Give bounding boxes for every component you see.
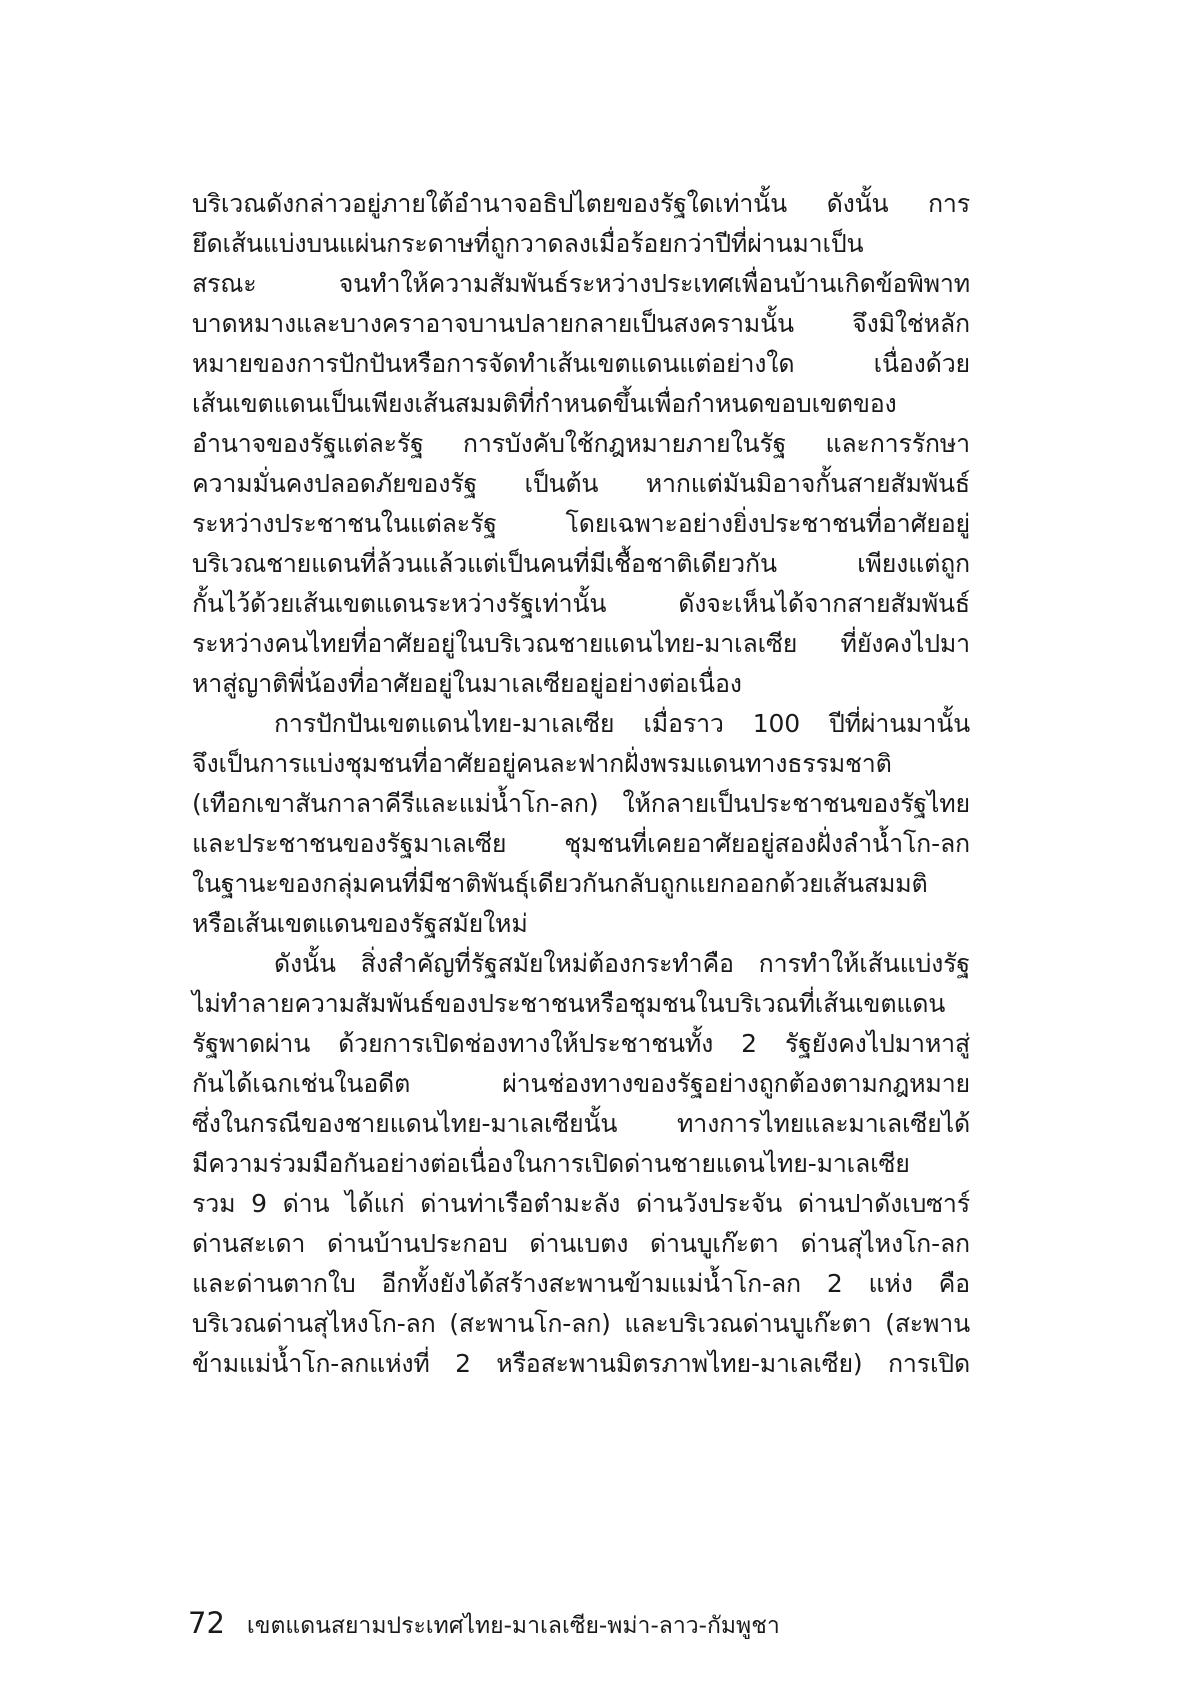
text-line: จึงเป็นการแบ่งชุมชนที่อาศัยอยู่คนละฟากฝั่งพรมแดนทางธรรมชาติ	[192, 749, 892, 778]
text-line: สรณะ จนทำให้ความสัมพันธ์ระหว่างประเทศเพื่อนบ้านเกิดข้อพิพาท	[192, 269, 970, 298]
text-line: กั้นไว้ด้วยเส้นเขตแดนระหว่างรัฐเท่านั้น ดังจะเห็นได้จากสายสัมพันธ์	[192, 589, 970, 618]
text-line: กันได้เฉกเช่นในอดีต ผ่านช่องทางของรัฐอย่างถูกต้องตามกฎหมาย	[192, 1069, 970, 1098]
text-line: ความมั่นคงปลอดภัยของรัฐ เป็นต้น หากแต่มันมิอาจกั้นสายสัมพันธ์	[192, 469, 970, 498]
text-line: รวม 9 ด่าน ได้แก่ ด่านท่าเรือตำมะลัง ด่านวังประจัน ด่านปาดังเบซาร์	[192, 1189, 970, 1218]
paragraph-start-line: ดังนั้น สิ่งสำคัญที่รัฐสมัยใหม่ต้องกระทำคือ การทำให้เส้นแบ่งรัฐ	[274, 949, 970, 978]
paragraph-start-line: การปักปันเขตแดนไทย-มาเลเซีย เมื่อราว 100 ปีที่ผ่านมานั้น	[274, 709, 970, 738]
text-line: ยึดเส้นแบ่งบนแผ่นกระดาษที่ถูกวาดลงเมื่อร้อยกว่าปีที่ผ่านมาเป็น	[192, 229, 864, 258]
text-line: (เทือกเขาสันกาลาคีรีและแม่น้ำโก-ลก) ให้กลายเป็นประชาชนของรัฐไทย	[192, 789, 970, 818]
body-text	[192, 184, 970, 1384]
text-line: และด่านตากใบ อีกทั้งยังได้สร้างสะพานข้ามแม่น้ำโก-ลก 2 แห่ง คือ	[192, 1269, 970, 1298]
text-line: ซึ่งในกรณีของชายแดนไทย-มาเลเซียนั้น ทางการไทยและมาเลเซียได้	[192, 1109, 970, 1138]
page-number: 72	[188, 1606, 225, 1640]
text-line: และประชาชนของรัฐมาเลเซีย ชุมชนที่เคยอาศัยอยู่สองฝั่งลำน้ำโก-ลก	[192, 829, 970, 858]
running-title: เขตแดนสยามประเทศไทย-มาเลเซีย-พม่า-ลาว-กัมพูชา	[246, 1613, 780, 1639]
text-line: อำนาจของรัฐแต่ละรัฐ การบังคับใช้กฎหมายภายในรัฐ และการรักษา	[192, 429, 970, 458]
text-line: ด่านสะเดา ด่านบ้านประกอบ ด่านเบตง ด่านบูเก๊ะตา ด่านสุไหงโก-ลก	[192, 1229, 970, 1258]
text-line: ข้ามแม่น้ำโก-ลกแห่งที่ 2 หรือสะพานมิตรภาพไทย-มาเลเซีย) การเปิด	[192, 1349, 970, 1378]
paragraph-end-line: หาสู่ญาติพี่น้องที่อาศัยอยู่ในมาเลเซียอยู่อย่างต่อเนื่อง	[192, 669, 742, 698]
text-line: หมายของการปักปันหรือการจัดทำเส้นเขตแดนแต่อย่างใด เนื่องด้วย	[192, 349, 970, 378]
text-line: บริเวณด่านสุไหงโก-ลก (สะพานโก-ลก) และบริเวณด่านบูเก๊ะตา (สะพาน	[192, 1309, 970, 1338]
text-line: ระหว่างคนไทยที่อาศัยอยู่ในบริเวณชายแดนไทย-มาเลเซีย ที่ยังคงไปมา	[192, 629, 970, 658]
text-line: ระหว่างประชาชนในแต่ละรัฐ โดยเฉพาะอย่างยิ่งประชาชนที่อาศัยอยู่	[192, 509, 970, 538]
text-line: รัฐพาดผ่าน ด้วยการเปิดช่องทางให้ประชาชนทั้ง 2 รัฐยังคงไปมาหาสู่	[192, 1029, 970, 1058]
text-line: เส้นเขตแดนเป็นเพียงเส้นสมมติที่กำหนดขึ้นเพื่อกำหนดขอบเขตของ	[192, 389, 897, 418]
page-footer	[188, 1606, 780, 1644]
text-line: มีความร่วมมือกันอย่างต่อเนื่องในการเปิดด่านชายแดนไทย-มาเลเซีย	[192, 1149, 910, 1178]
text-line: บาดหมางและบางคราอาจบานปลายกลายเป็นสงครามนั้น จึงมิใช่หลัก	[192, 309, 970, 338]
text-line: บริเวณชายแดนที่ล้วนแล้วแต่เป็นคนที่มีเชื้อชาติเดียวกัน เพียงแต่ถูก	[192, 549, 970, 578]
paragraph-end-line: หรือเส้นเขตแดนของรัฐสมัยใหม่	[192, 909, 528, 938]
text-line: บริเวณดังกล่าวอยู่ภายใต้อำนาจอธิปไตยของรัฐใดเท่านั้น ดังนั้น การ	[192, 189, 970, 218]
text-line: ไม่ทำลายความสัมพันธ์ของประชาชนหรือชุมชนในบริเวณที่เส้นเขตแดน	[192, 989, 946, 1018]
text-line: ในฐานะของกลุ่มคนที่มีชาติพันธุ์เดียวกันกลับถูกแยกออกด้วยเส้นสมมติ	[192, 869, 928, 898]
